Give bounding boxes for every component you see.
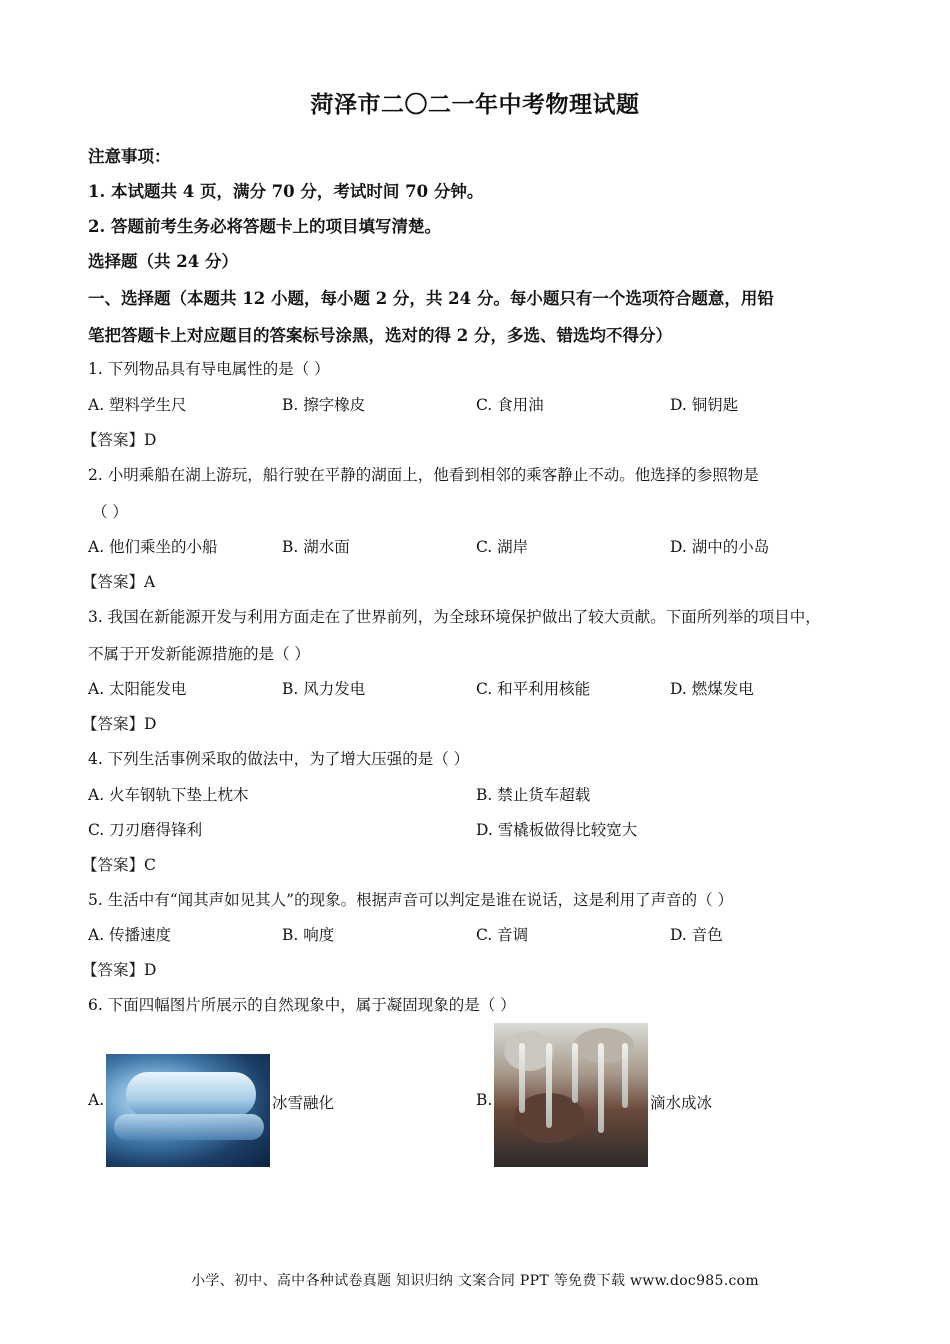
- question-5-option-a: A. 传播速度: [88, 926, 172, 944]
- icicle-shape: [622, 1043, 628, 1108]
- icicle-shape: [572, 1043, 578, 1103]
- question-5-option-c: C. 音调: [476, 926, 529, 944]
- answer-value: D: [144, 431, 157, 449]
- notes-item-1: 1. 本试题共 4 页，满分 70 分，考试时间 70 分钟。: [88, 182, 484, 201]
- ice-melting-photo: [106, 1054, 270, 1167]
- answer-value: A: [144, 573, 156, 591]
- answer-tag: 【答案】: [82, 961, 145, 979]
- question-4-option-c: C. 刀刃磨得锋利: [88, 821, 203, 839]
- question-5-stem: 5. 生活中有“闻其声如见其人”的现象。根据声音可以判定是谁在说话，这是利用了声音的（ ）: [88, 891, 733, 909]
- icicle-shape: [519, 1043, 525, 1113]
- question-5-option-b: B. 响度: [282, 926, 335, 944]
- answer-value: C: [144, 856, 156, 874]
- notes-heading: 注意事项：: [88, 147, 171, 166]
- question-3-option-b: B. 风力发电: [282, 680, 366, 698]
- question-1-option-a: A. 塑料学生尺: [88, 396, 187, 414]
- question-3-stem-cont: 不属于开发新能源措施的是（ ）: [88, 645, 310, 663]
- question-3-option-a: A. 太阳能发电: [88, 680, 187, 698]
- section-instruction-2: 笔把答题卡上对应题目的答案标号涂黑，选对的得 2 分，多选、错选均不得分）: [88, 326, 672, 345]
- ice-shape: [114, 1114, 264, 1140]
- answer-tag: 【答案】: [82, 431, 145, 449]
- answer-value: D: [144, 715, 157, 733]
- question-2-option-a: A. 他们乘坐的小船: [88, 538, 218, 556]
- question-4-answer: [82, 853, 156, 875]
- question-6-option-a-label: A.: [88, 1091, 105, 1109]
- question-4-option-b: B. 禁止货车超载: [476, 786, 591, 804]
- question-3-option-d: D. 燃煤发电: [670, 680, 754, 698]
- question-2-blank: （ ）: [92, 503, 128, 521]
- question-6-option-a-caption: 冰雪融化: [272, 1094, 335, 1112]
- question-3-option-c: C. 和平利用核能: [476, 680, 591, 698]
- question-3-answer: [82, 712, 156, 734]
- question-1-answer: [82, 428, 156, 450]
- page-footer: 小学、初中、高中各种试卷真题 知识归纳 文案合同 PPT 等免费下载 www.doc985.com: [191, 1273, 759, 1289]
- answer-tag: 【答案】: [82, 715, 145, 733]
- icicles-photo: [494, 1023, 648, 1167]
- question-4-stem: 4. 下列生活事例采取的做法中，为了增大压强的是（ ）: [88, 750, 470, 768]
- question-2-option-c: C. 湖岸: [476, 538, 529, 556]
- question-5-answer: [82, 958, 156, 980]
- icicle-shape: [546, 1043, 552, 1128]
- answer-tag: 【答案】: [82, 573, 145, 591]
- question-1-option-b: B. 擦字橡皮: [282, 396, 366, 414]
- question-2-option-d: D. 湖中的小岛: [670, 538, 770, 556]
- question-3-stem: 3. 我国在新能源开发与利用方面走在了世界前列，为全球环境保护做出了较大贡献。下面所列举的项目中，: [88, 608, 821, 626]
- icicle-shape: [598, 1043, 604, 1133]
- answer-tag: 【答案】: [82, 856, 145, 874]
- question-2-option-b: B. 湖水面: [282, 538, 350, 556]
- question-6-option-b-caption: 滴水成冰: [650, 1094, 713, 1112]
- question-4-option-d: D. 雪橇板做得比较宽大: [476, 821, 638, 839]
- question-1-option-d: D. 铜钥匙: [670, 396, 739, 414]
- answer-value: D: [144, 961, 157, 979]
- question-5-option-d: D. 音色: [670, 926, 723, 944]
- page-title: 菏泽市二〇二一年中考物理试题: [310, 91, 640, 118]
- notes-item-2: 2. 答题前考生务必将答题卡上的项目填写清楚。: [88, 217, 441, 236]
- ice-shape: [126, 1072, 256, 1117]
- question-2-stem: 2. 小明乘船在湖上游玩，船行驶在平静的湖面上，他看到相邻的乘客静止不动。他选择的参照物是: [88, 466, 759, 484]
- section-label: 选择题（共 24 分）: [88, 252, 238, 271]
- question-6-stem: 6. 下面四幅图片所展示的自然现象中，属于凝固现象的是（ ）: [88, 996, 516, 1014]
- question-1-option-c: C. 食用油: [476, 396, 544, 414]
- section-instruction-1: 一、选择题（本题共 12 小题，每小题 2 分，共 24 分。每小题只有一个选项符合题意，用铅: [88, 289, 774, 308]
- question-4-option-a: A. 火车钢轨下垫上枕木: [88, 786, 249, 804]
- question-2-answer: [82, 570, 155, 592]
- question-6-option-b-label: B.: [476, 1091, 493, 1109]
- question-1-stem: 1. 下列物品具有导电属性的是（ ）: [88, 360, 330, 378]
